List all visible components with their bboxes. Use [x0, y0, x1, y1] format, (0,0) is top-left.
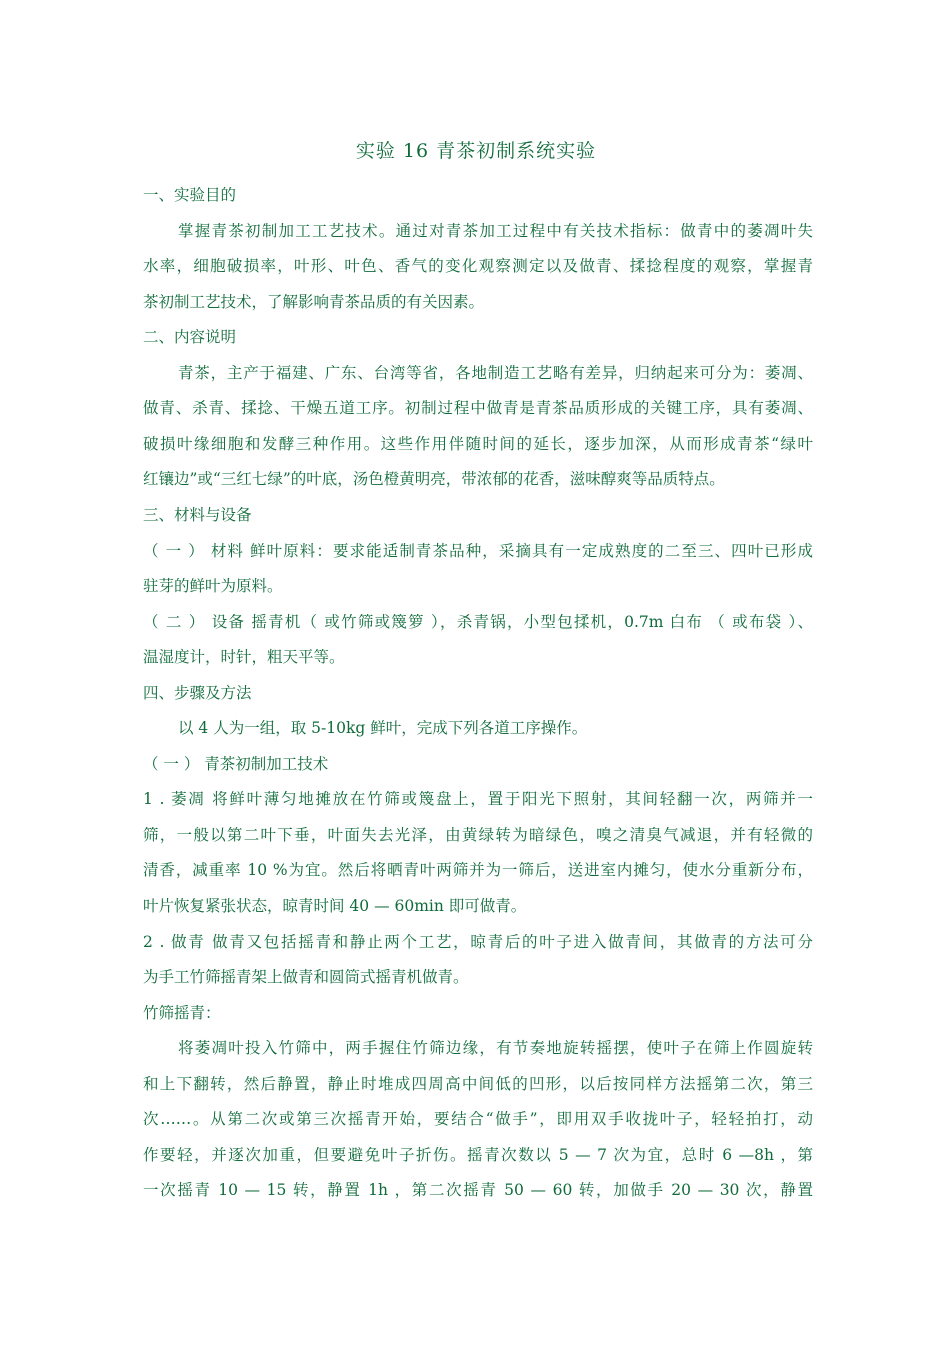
text-line: 将萎凋叶投入竹筛中，两手握住竹筛边缘，有节奏地旋转摇摆，使叶子在筛上作圆旋转: [178, 1039, 813, 1058]
text-line: 叶片恢复紧张状态，晾青时间 40 — 60min 即可做青。: [143, 897, 527, 915]
text-line: 茶初制工艺技术，了解影响青茶品质的有关因素。: [143, 292, 485, 311]
text-line: 1 . 萎凋 将鲜叶薄匀地摊放在竹筛或篾盘上，置于阳光下照射，其间轻翻一次，两筛并一: [143, 790, 813, 809]
text-line: 破损叶缘细胞和发酵三种作用。这些作用伴随时间的延长，逐步加深，从而形成青茶“绿叶: [143, 434, 813, 453]
text-line: 作要轻，并逐次加重，但要避免叶子折伤。摇青次数以 5 — 7 次为宜，总时 6 —8h ，第: [143, 1145, 813, 1164]
text-line: 青茶，主产于福建、广东、台湾等省，各地制造工艺略有差异，归纳起来可分为：萎凋、: [178, 363, 813, 382]
text-line: 做青、杀青、揉捻、干燥五道工序。初制过程中做青是青茶品质形成的关键工序，具有萎凋、: [143, 399, 813, 418]
text-line: （ 二 ） 设备 摇青机（ 或竹筛或篾箩 ），杀青锅，小型包揉机，0.7m 白布 （ 或布袋 ）、: [143, 612, 813, 631]
text-line: 水率，细胞破损率，叶形、叶色、香气的变化观察测定以及做青、揉捻程度的观察，掌握青: [143, 257, 813, 276]
text-line: 2 . 做青 做青又包括摇青和静止两个工艺，晾青后的叶子进入做青间，其做青的方法可分: [143, 932, 813, 951]
text-line: 筛，一般以第二叶下垂，叶面失去光泽，由黄绿转为暗绿色，嗅之清臭气减退，并有轻微的: [143, 825, 813, 844]
text-line: （ 一 ） 材料 鲜叶原料：要求能适制青茶品种，采摘具有一定成熟度的二至三、四叶已形成: [143, 541, 813, 560]
text-line: 驻芽的鲜叶为原料。: [143, 577, 283, 595]
section-heading: 四、步骤及方法: [143, 683, 252, 702]
section-heading: （ 一 ） 青茶初制加工技术: [143, 754, 329, 773]
text-line: 以 4 人为一组，取 5-10kg 鲜叶，完成下列各道工序操作。: [178, 719, 588, 738]
text-line: 清香，减重率 10 %为宜。然后将晒青叶两筛并为一筛后，送进室内摊匀，使水分重新分布，: [143, 861, 813, 880]
text-line: 一次摇青 10 — 15 转，静置 1h ，第二次摇青 50 — 60 转，加做手 20 — 30 次，静置: [143, 1181, 813, 1200]
document-title: 实验 16 青茶初制系统实验: [355, 140, 597, 162]
text-line: 温湿度计，时针，粗天平等。: [143, 648, 345, 667]
section-heading: 二、内容说明: [143, 328, 237, 347]
section-heading: 竹筛摇青：: [143, 1003, 221, 1022]
text-line: 红镶边”或“三红七绿”的叶底，汤色橙黄明亮，带浓郁的花香，滋味醇爽等品质特点。: [143, 470, 725, 489]
text-line: 为手工竹筛摇青架上做青和圆筒式摇青机做青。: [143, 968, 469, 987]
section-heading: 三、材料与设备: [143, 505, 252, 524]
section-heading: 一、实验目的: [143, 186, 237, 204]
text-line: 和上下翻转，然后静置，静止时堆成四周高中间低的凹形，以后按同样方法摇第二次，第三: [143, 1074, 813, 1093]
text-line: 次……。从第二次或第三次摇青开始，要结合“做手”，即用双手收拢叶子，轻轻拍打，动: [143, 1110, 813, 1129]
text-line: 掌握青茶初制加工工艺技术。通过对青茶加工过程中有关技术指标：做青中的萎凋叶失: [178, 221, 813, 240]
